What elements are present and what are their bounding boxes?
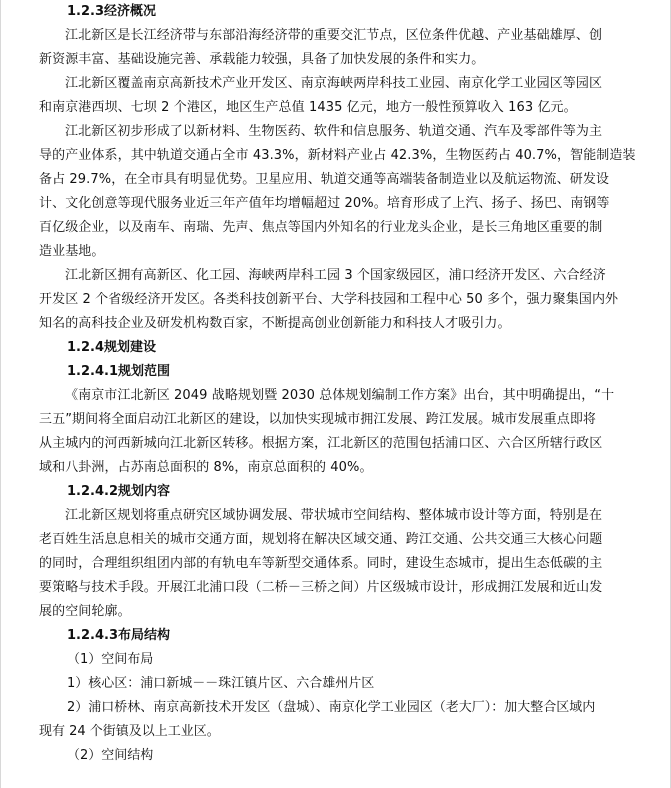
list-item-core-area: 1）核心区：浦口新城－－珠江镇片区、六合雄州片区: [67, 676, 375, 691]
text-line: 计、文化创意等现代服务业近三年产值年均增幅超过 20%。培育形成了上汽、扬子、扬巴、南钢等: [39, 196, 610, 211]
text-line: 江北新区规划将重点研究区域协调发展、带状城市空间结构、整体城市设计等方面，特别是在: [65, 508, 603, 523]
text-line: 百亿级企业，以及南车、南瑞、先声、焦点等国内外知名的行业龙头企业，是长三角地区重要的制: [39, 220, 603, 235]
text-line: 《南京市江北新区 2049 战略规划暨 2030 总体规划编制工作方案》出台，其中明确提出，“十: [65, 388, 615, 403]
text-line: 开发区 2 个省级经济开发区。各类科技创新平台、大学科技园和工程中心 50 多个，强力聚集国内外: [39, 292, 619, 307]
list-item-industrial-area: 2）浦口桥林、南京高新技术开发区（盘城）、南京化学工业园区（老大厂）：加大整合区域内: [67, 700, 596, 715]
text-line: 的同时，合理组织组团内部的有轨电车等新型交通体系。同时，建设生态城市，提出生态低碳的主: [39, 556, 603, 571]
paragraph-economy-4: [39, 264, 637, 336]
text-line: 域和八卦洲，占苏南总面积的 8%，南京总面积的 40%。: [39, 460, 373, 475]
list-item-spatial-structure: （2）空间结构: [67, 748, 154, 763]
heading-1-2-3: 1.2.3经济概况: [67, 4, 157, 19]
paragraph-economy-3: [39, 120, 637, 264]
list-item-spatial-layout: （1）空间布局: [67, 652, 154, 667]
text-line: 备占 29.7%，在全市具有明显优势。卫星应用、轨道交通等高端装备制造业以及航运物流、研发设: [39, 172, 610, 187]
paragraph-economy-2: [39, 72, 637, 120]
text-line: 和南京港西坝、七坝 2 个港区，地区生产总值 1435 亿元，地方一般性预算收入 163 亿元。: [39, 100, 577, 115]
text-line: 造业基地。: [39, 244, 105, 259]
text-line: 江北新区是长江经济带与东部沿海经济带的重要交汇节点，区位条件优越、产业基础雄厚、创: [65, 28, 603, 43]
heading-1-2-4: 1.2.4规划建设: [67, 340, 157, 355]
text-line: 要策略与技术手段。开展江北浦口段（二桥－三桥之间）片区级城市设计，形成拥江发展和近山发: [39, 580, 603, 595]
text-line: 从主城内的河西新城向江北新区转移。根据方案，江北新区的范围包括浦口区、六合区所辖行政区: [39, 436, 603, 451]
text-line: 展的空间轮廓。: [39, 604, 131, 619]
paragraph-content: [39, 504, 637, 624]
text-line: 三五”期间将全面启动江北新区的建设，以加快实现城市拥江发展、跨江发展。城市发展重点即将: [39, 412, 597, 427]
paragraph-scope: [39, 384, 637, 480]
text-line: 江北新区拥有高新区、化工园、海峡两岸科工园 3 个国家级园区，浦口经济开发区、六合经济: [65, 268, 606, 283]
paragraph-economy-1: [39, 24, 637, 72]
document-content: [39, 0, 637, 768]
heading-1-2-4-3: 1.2.4.3布局结构: [67, 628, 170, 643]
list-item-industrial-area-cont: 现有 24 个街镇及以上工业区。: [39, 724, 220, 739]
text-line: 导的产业体系，其中轨道交通占全市 43.3%，新材料产业占 42.3%，生物医药占 40.7%，智能制造装: [39, 148, 636, 163]
heading-1-2-4-2: 1.2.4.2规划内容: [67, 484, 170, 499]
text-line: 知名的高科技企业及研发机构数百家，不断提高创业创新能力和科技人才吸引力。: [39, 316, 511, 331]
heading-1-2-4-1: 1.2.4.1规划范围: [67, 364, 170, 379]
text-line: 江北新区覆盖南京高新技术产业开发区、南京海峡两岸科技工业园、南京化学工业园区等园区: [65, 76, 603, 91]
text-line: 江北新区初步形成了以新材料、生物医药、软件和信息服务、轨道交通、汽车及零部件等为主: [65, 124, 603, 139]
text-line: 新资源丰富、基础设施完善、承载能力较强，具备了加快发展的条件和实力。: [39, 52, 485, 67]
text-line: 老百姓生活息息相关的城市交通方面，规划将在解决区域交通、跨江交通、公共交通三大核心问题: [39, 532, 603, 547]
